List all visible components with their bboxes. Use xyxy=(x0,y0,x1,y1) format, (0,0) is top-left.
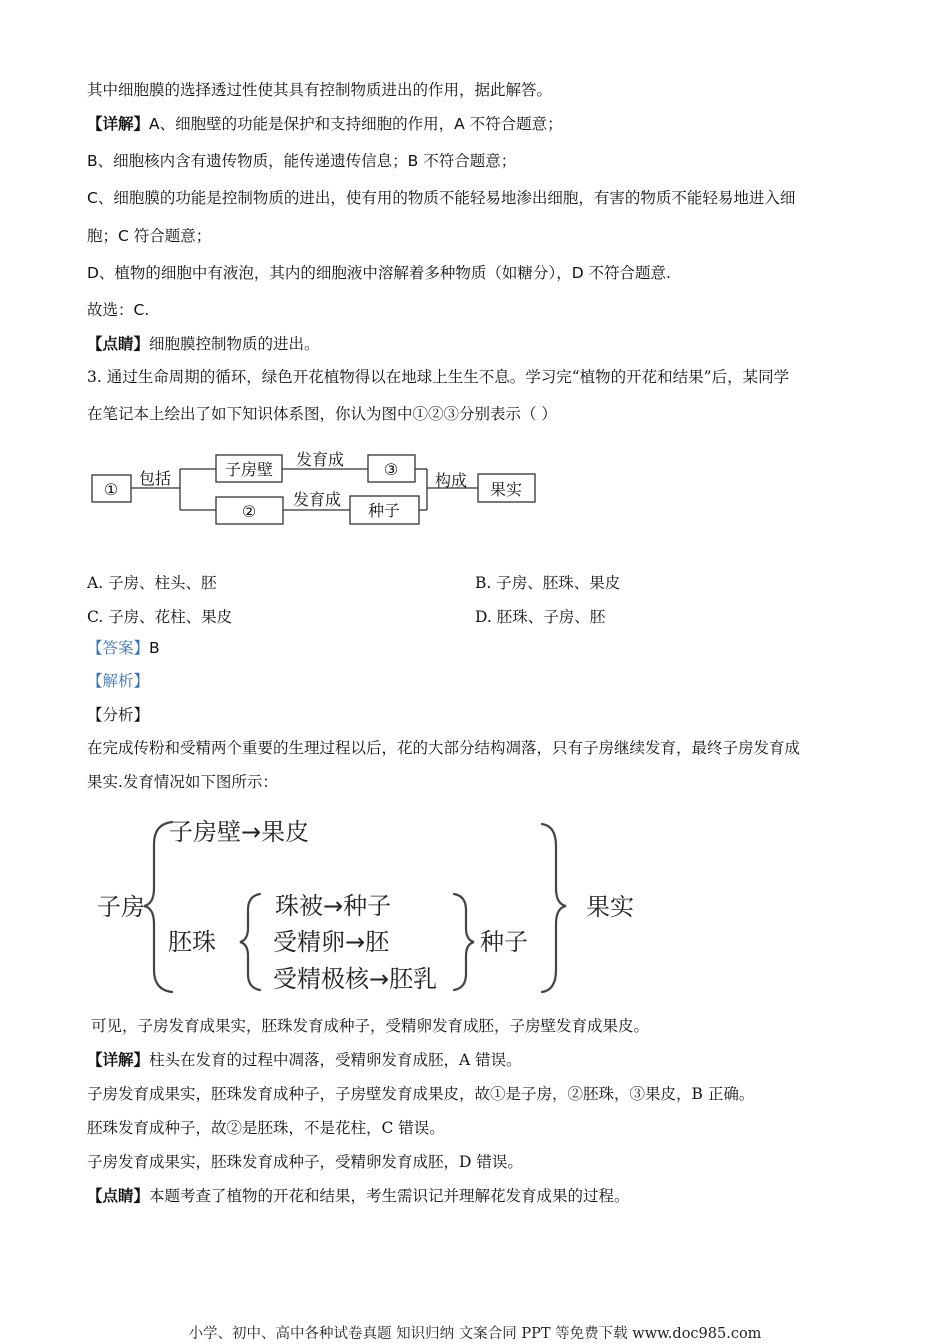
label-include: 包括 xyxy=(138,469,172,488)
answer-line xyxy=(87,638,160,658)
label-egg: 受精卵→胚 xyxy=(273,928,390,956)
analysis-tag: 【解析】 xyxy=(87,672,150,690)
text-line xyxy=(87,1186,630,1206)
label-wall-to-peel: 子房壁→果皮 xyxy=(169,818,310,846)
analysis-line: 在完成传粉和受精两个重要的生理过程以后，花的大部分结构凋落，只有子房继续发育，最终子房发育成 xyxy=(87,739,801,757)
section-tag: 【详解】 xyxy=(87,1050,150,1069)
left-brace-2 xyxy=(240,894,260,990)
text-line: 胚珠发育成种子，故②是胚珠，不是花柱，C 错误。 xyxy=(87,1119,445,1137)
analysis-subtag: 【分析】 xyxy=(87,706,150,724)
label-develop1: 发育成 xyxy=(295,450,345,469)
section-tag: 【点睛】 xyxy=(87,1186,150,1205)
development-diagram xyxy=(92,812,652,997)
text-line: 故选：C. xyxy=(87,301,150,319)
answer-tag: 【答案】 xyxy=(87,639,150,657)
analysis-line: 果实.发育情况如下图所示： xyxy=(87,773,278,791)
right-brace-2 xyxy=(542,824,566,992)
label-fruit2: 果实 xyxy=(586,893,634,921)
text-span: 本题考查了植物的开花和结果，考生需识记并理解花发育成果的过程。 xyxy=(149,1187,630,1205)
text-line: 其中细胞膜的选择透过性使其具有控制物质进出的作用，据此解答。 xyxy=(87,81,553,99)
text-line xyxy=(87,1050,522,1070)
text-line: 子房发育成果实，胚珠发育成种子，受精卵发育成胚，D 错误。 xyxy=(87,1153,523,1171)
text-line xyxy=(87,334,320,354)
text-span: A、细胞壁的功能是保护和支持细胞的作用，A 不符合题意； xyxy=(149,115,563,133)
page-footer: 小学、初中、高中各种试卷真题 知识归纳 文案合同 PPT 等免费下载 www.doc985.com xyxy=(188,1326,762,1342)
left-brace-1 xyxy=(144,822,172,992)
label-n1: ① xyxy=(103,480,119,499)
label-develop2: 发育成 xyxy=(292,490,342,509)
section-tag: 【详解】 xyxy=(87,114,150,133)
label-polar: 受精极核→胚乳 xyxy=(273,965,438,993)
question-line: 在笔记本上绘出了如下知识体系图，你认为图中①②③分别表示（ ） xyxy=(87,405,557,423)
knowledge-diagram xyxy=(88,448,548,530)
answer-value: B xyxy=(149,639,160,657)
option-a: A. 子房、柱头、胚 xyxy=(87,574,217,592)
label-fruit: 果实 xyxy=(489,480,523,499)
label-n3: ③ xyxy=(383,460,399,479)
text-line: 可见，子房发育成果实，胚珠发育成种子，受精卵发育成胚，子房壁发育成果皮。 xyxy=(91,1017,650,1035)
option-c: C. 子房、花柱、果皮 xyxy=(87,608,233,626)
text-line: D、植物的细胞中有液泡，其内的细胞液中溶解着多种物质（如糖分），D 不符合题意. xyxy=(87,264,671,282)
option-b: B. 子房、胚珠、果皮 xyxy=(475,574,621,592)
text-line xyxy=(87,114,563,134)
text-line: 子房发育成果实，胚珠发育成种子，子房壁发育成果皮，故①是子房，②胚珠，③果皮，B 正确。 xyxy=(87,1085,755,1103)
text-span: 细胞膜控制物质的进出。 xyxy=(149,335,320,353)
label-n2: ② xyxy=(241,502,257,521)
label-compose: 构成 xyxy=(434,471,468,490)
text-line: C、细胞膜的功能是控制物质的进出，使有用的物质不能轻易地渗出细胞，有害的物质不能轻易地进入细 xyxy=(87,189,796,207)
text-span: 柱头在发育的过程中凋落，受精卵发育成胚，A 错误。 xyxy=(149,1051,522,1069)
option-d: D. 胚珠、子房、胚 xyxy=(475,608,606,626)
label-ovary: 子房 xyxy=(97,893,145,921)
label-integument: 珠被→种子 xyxy=(275,892,392,920)
label-ovary-wall: 子房壁 xyxy=(224,460,274,479)
label-seed2: 种子 xyxy=(480,928,528,956)
right-brace-1 xyxy=(454,894,474,990)
label-seed: 种子 xyxy=(367,501,401,520)
section-tag: 【点睛】 xyxy=(87,334,150,353)
question-line: 3. 通过生命周期的循环，绿色开花植物得以在地球上生生不息。学习完“植物的开花和结果”后，某同学 xyxy=(87,368,790,386)
text-line: B、细胞核内含有遗传物质，能传递遗传信息；B 不符合题意； xyxy=(87,152,517,170)
text-line: 胞；C 符合题意； xyxy=(87,227,212,245)
label-ovule: 胚珠 xyxy=(168,928,216,956)
